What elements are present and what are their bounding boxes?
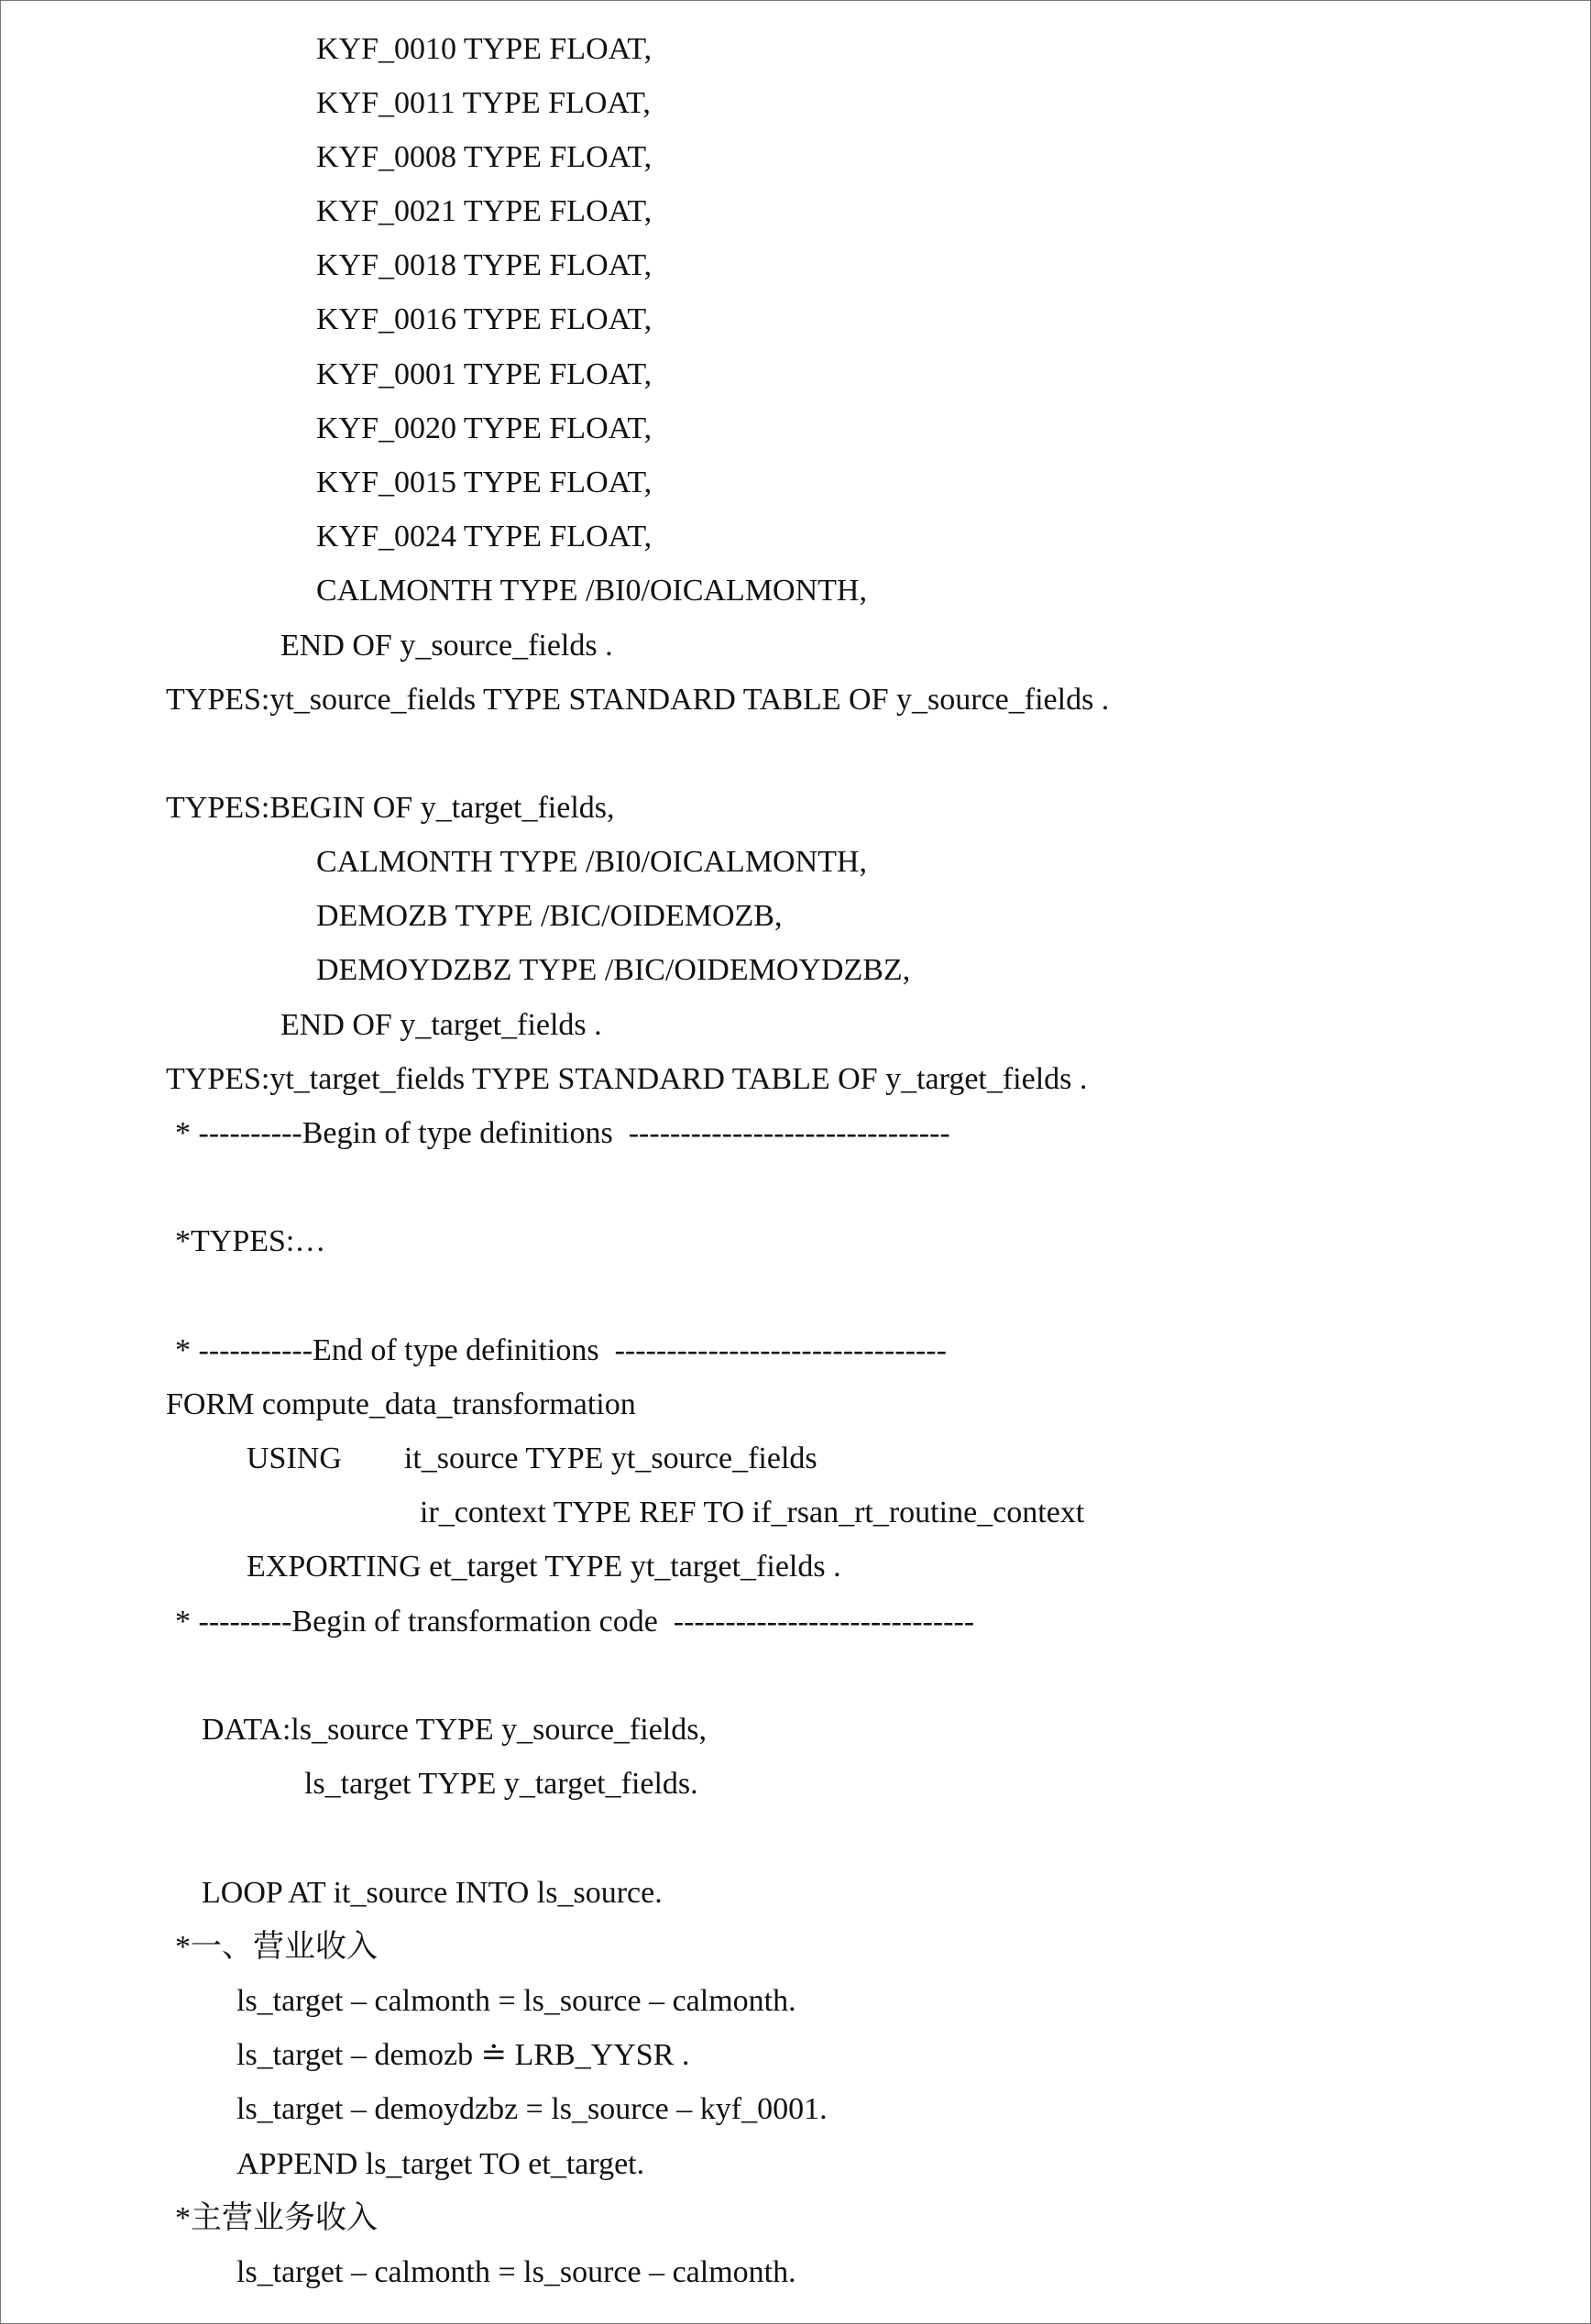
code-line: END OF y_source_fields . bbox=[280, 629, 613, 663]
code-line: ls_target TYPE y_target_fields. bbox=[304, 1767, 698, 1801]
code-line: KYF_0001 TYPE FLOAT, bbox=[316, 357, 653, 391]
code-line: CALMONTH TYPE /BI0/OICALMONTH, bbox=[316, 845, 867, 879]
comment-line: *主营业务收入 bbox=[175, 2201, 378, 2235]
code-line: FORM compute_data_transformation bbox=[166, 1387, 636, 1421]
code-line: KYF_0024 TYPE FLOAT, bbox=[316, 520, 653, 554]
code-line: KYF_0020 TYPE FLOAT, bbox=[316, 411, 653, 445]
code-line: KYF_0016 TYPE FLOAT, bbox=[316, 302, 653, 336]
code-line: ls_target – demozb ≐ LRB_YYSR . bbox=[236, 2038, 690, 2072]
code-line: ir_context TYPE REF TO if_rsan_rt_routine_context bbox=[420, 1496, 1085, 1529]
code-line: LOOP AT it_source INTO ls_source. bbox=[202, 1876, 663, 1910]
code-line: ls_target – calmonth = ls_source – calmonth. bbox=[236, 1984, 796, 2018]
code-line: KYF_0015 TYPE FLOAT, bbox=[316, 466, 653, 499]
code-line: ls_target – calmonth = ls_source – calmonth. bbox=[236, 2255, 796, 2289]
code-line: KYF_0010 TYPE FLOAT, bbox=[316, 32, 653, 66]
code-line: KYF_0008 TYPE FLOAT, bbox=[316, 140, 653, 174]
code-line: ls_target – demoydzbz = ls_source – kyf_0001. bbox=[236, 2092, 828, 2126]
code-line: TYPES:yt_target_fields TYPE STANDARD TABLE OF y_target_fields . bbox=[166, 1062, 1088, 1096]
code-line: TYPES:yt_source_fields TYPE STANDARD TABLE OF y_source_fields . bbox=[166, 683, 1110, 717]
code-line: APPEND ls_target TO et_target. bbox=[236, 2147, 645, 2181]
comment-line: *一、营业收入 bbox=[175, 1930, 378, 1964]
code-line: CALMONTH TYPE /BI0/OICALMONTH, bbox=[316, 574, 867, 608]
code-line: END OF y_target_fields . bbox=[280, 1008, 602, 1042]
comment-line: * -----------End of type definitions -------------------------------- bbox=[175, 1333, 947, 1367]
code-line: KYF_0018 TYPE FLOAT, bbox=[316, 248, 653, 282]
comment-line: * ----------Begin of type definitions ------------------------------- bbox=[175, 1116, 950, 1150]
code-line: TYPES:BEGIN OF y_target_fields, bbox=[166, 791, 615, 825]
code-line: DEMOZB TYPE /BIC/OIDEMOZB, bbox=[316, 899, 783, 933]
code-line: DATA:ls_source TYPE y_source_fields, bbox=[202, 1713, 707, 1747]
code-line: EXPORTING et_target TYPE yt_target_fields . bbox=[247, 1550, 841, 1584]
code-line: DEMOYDZBZ TYPE /BIC/OIDEMOYDZBZ, bbox=[316, 953, 911, 987]
code-line: KYF_0011 TYPE FLOAT, bbox=[316, 86, 651, 120]
code-line: USING it_source TYPE yt_source_fields bbox=[247, 1442, 817, 1475]
comment-line: *TYPES:… bbox=[175, 1224, 326, 1258]
code-line: KYF_0021 TYPE FLOAT, bbox=[316, 194, 653, 228]
comment-line: * ---------Begin of transformation code ----------------------------- bbox=[175, 1605, 975, 1639]
